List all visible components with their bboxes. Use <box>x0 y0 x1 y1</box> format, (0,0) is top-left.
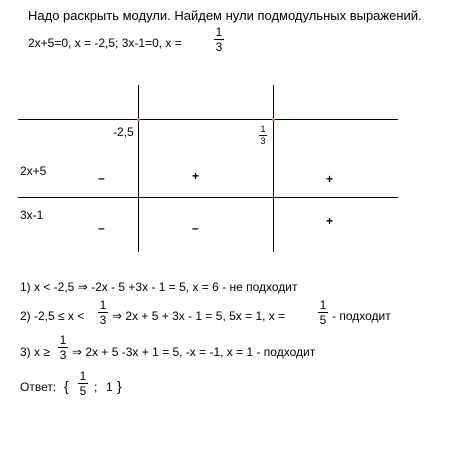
answer-label: Ответ: <box>20 380 57 394</box>
divider-point-1 <box>138 85 139 252</box>
divider-point-2 <box>273 85 274 252</box>
case-3-fraction <box>58 334 68 361</box>
case-2-middle: ⇒ 2x + 5 + 3x - 1 = 5, 5x = 1, x = <box>112 309 286 323</box>
case-3-end: ⇒ 2x + 5 -3x + 1 = 5, -x = -1, x = 1 - подходит <box>72 345 316 359</box>
answer-value: 1 <box>106 380 113 394</box>
table-row-divider <box>18 197 398 198</box>
case-3-fraction-denominator: 3 <box>59 348 67 362</box>
case-3-fraction-numerator: 1 <box>59 333 67 347</box>
answer-fraction-denominator: 5 <box>79 384 87 398</box>
row2-sign-interval2: – <box>192 221 199 235</box>
point-label-2-denominator: 3 <box>260 136 266 146</box>
row-label-3x-minus-1: 3x-1 <box>20 208 44 222</box>
row2-sign-interval1: – <box>98 221 105 235</box>
point-marker-2 <box>272 118 275 121</box>
answer-separator: ; <box>94 380 98 394</box>
intro-equations: 2x+5=0, x = -2,5; 3x-1=0, x = <box>28 36 182 50</box>
point-label-1: -2,5 <box>113 125 134 139</box>
row1-sign-interval2: + <box>192 169 200 183</box>
answer-close-brace: } <box>117 378 122 394</box>
answer-fraction <box>78 370 88 397</box>
case-2-start: 2) -2,5 ≤ x < <box>20 309 85 323</box>
case-2-fraction-numerator: 1 <box>99 298 107 312</box>
point-label-2 <box>259 125 267 146</box>
case-2-fraction-denominator: 3 <box>99 313 107 327</box>
intro-fraction <box>214 26 224 53</box>
row1-sign-interval3: + <box>326 172 334 186</box>
case-2-fraction <box>98 299 108 326</box>
intro-fraction-numerator: 1 <box>215 25 223 39</box>
case-2-solution-fraction <box>318 299 328 326</box>
point-label-2-numerator: 1 <box>260 124 266 134</box>
row-label-2x-plus-5: 2x+5 <box>20 164 47 178</box>
answer-open-brace: { <box>64 378 69 394</box>
case-2-solution-numerator: 1 <box>319 298 327 312</box>
case-2-solution-denominator: 5 <box>319 313 327 327</box>
row1-sign-interval1: – <box>98 171 105 185</box>
point-marker-1 <box>137 118 140 121</box>
number-line <box>18 119 398 120</box>
answer-fraction-numerator: 1 <box>79 369 87 383</box>
row2-sign-interval3: + <box>326 214 334 228</box>
intro-line-1: Надо раскрыть модули. Найдем нули подмодульных выражений. <box>28 8 422 23</box>
case-1: 1) x < -2,5 ⇒ -2x - 5 +3x - 1 = 5, x = 6 - не подходит <box>20 280 298 294</box>
case-2-end: - подходит <box>332 309 391 323</box>
intro-fraction-denominator: 3 <box>215 40 223 54</box>
case-3-start: 3) x ≥ <box>20 345 50 359</box>
